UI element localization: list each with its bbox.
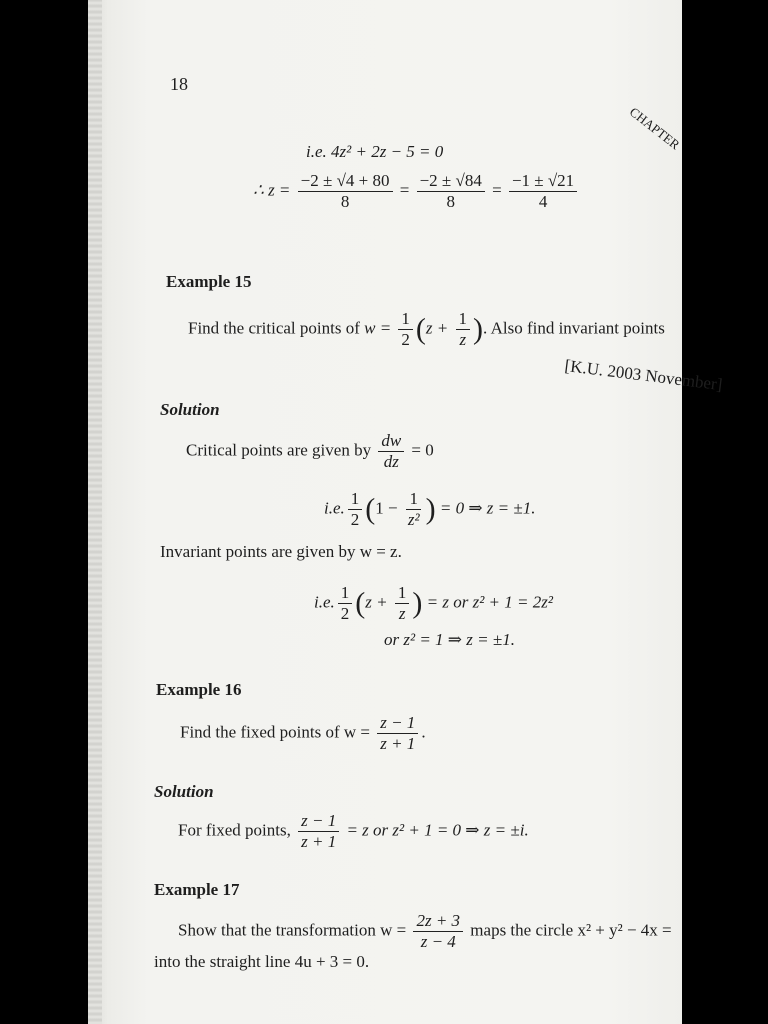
example-17-line2: into the straight line 4u + 3 = 0. [154,952,370,971]
example-15-citation: [K.U. 2003 November] [563,356,724,395]
example-16-title: Example 16 [156,680,242,699]
example-17-title: Example 17 [154,880,240,899]
invariant-result-line: or z² = 1 ⇒ z = ±1. [384,630,515,649]
fraction-3: $\frac{-1 \pm √21}{4}$ [509,172,577,211]
chapter-header: CHAPTER [626,104,683,153]
fixed-points-line: For fixed points, $\frac{z - 1}{z + 1}$ = z or z² + 1 = 0 ⇒ z = ±i. [178,811,529,851]
invariant-equation-line: i.e. $\frac{1}{2}$ (z + $\frac{1}{z}$ ) = z or z² + 1 = 2z² [314,583,553,623]
fraction-2: $\frac{-2 \pm √84}{8}$ [417,172,485,211]
example-16-solution-label: Solution [154,782,214,801]
example-15-problem: Find the critical points of w = $\frac{1}{2}$ (z + $\frac{1}{z}$ ). Also find invariant points [188,309,665,349]
critical-derivative-line: i.e. $\frac{1}{2}$ (1 − $\frac{1}{\text{z²}}$ ) = 0 ⇒ z = ±1. [324,489,536,529]
book-page [88,0,724,1024]
page-number: 18 [170,74,188,94]
invariant-points-line: Invariant points are given by w = z. [160,542,402,561]
page-binding-edge [88,0,102,1024]
critical-points-line: Critical points are given by $\frac{dw}{dz}$ = 0 [186,431,434,471]
example-16-problem: Find the fixed points of w = $\frac{z - 1}{z + 1}$ . [180,713,426,753]
example-15-title: Example 15 [166,272,252,291]
fraction-1: $\frac{-2 \pm √4 + 80}{8}$ [298,172,393,211]
example-15-solution-label: Solution [160,400,220,419]
example-17-problem: Show that the transformation w = $\frac{2z + 3}{z - 4}$ maps the circle x² + y² − 4x = [178,911,672,951]
equation-quadratic: i.e. 4z² + 2z − 5 = 0 [306,142,444,161]
equation-roots: ∴ z = $\frac{-2 \pm √4 + 80}{8}$ = $\frac{-2 \pm √84}{8}$ = $\frac{-1 \pm √21}{4}$ [253,172,580,211]
